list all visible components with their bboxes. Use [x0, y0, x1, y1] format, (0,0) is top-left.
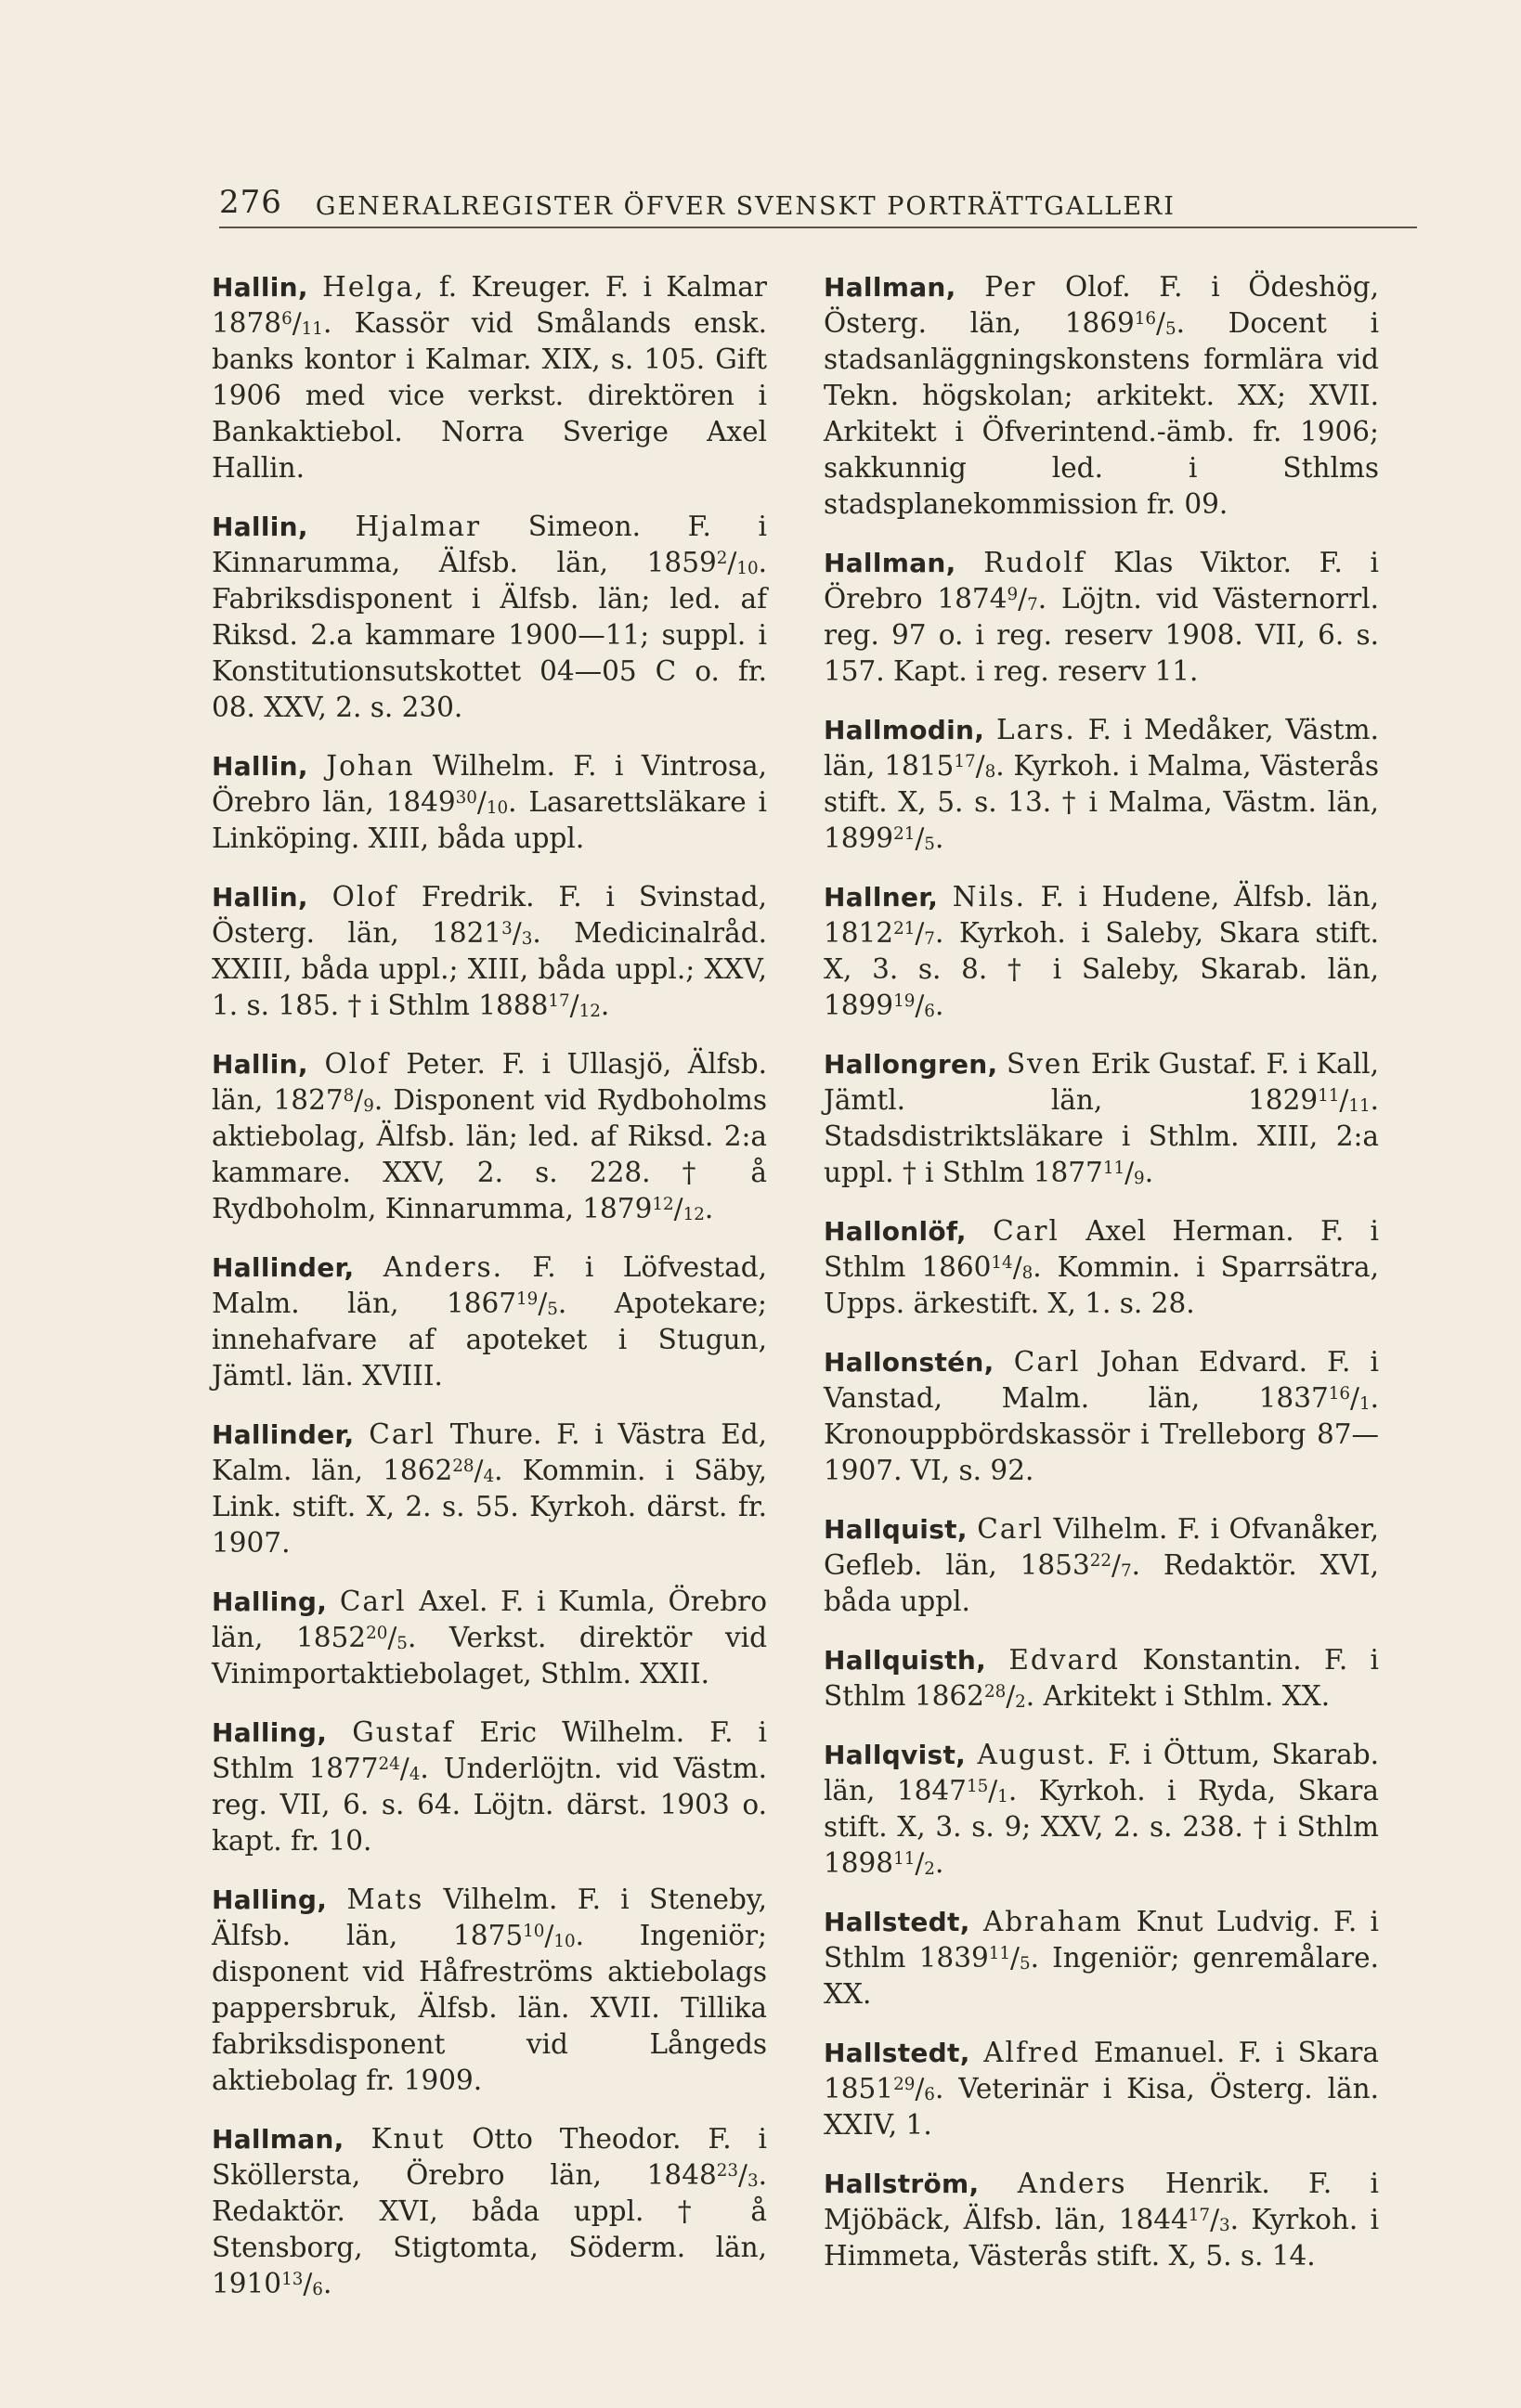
entry-surname: Hallin,: [212, 1049, 308, 1080]
date-day: 21: [893, 918, 916, 939]
entry-surname: Hallström,: [824, 2168, 980, 2199]
entry-rest: . Veterinär i Kisa, Österg. län. XXIV, 1.: [824, 2073, 1379, 2141]
date-day: 22: [1089, 1550, 1112, 1571]
entry-given-name: Carl: [993, 1215, 1060, 1247]
register-entry: Hallin, Hjalmar Simeon. F. i Kinnarumma, Älfsb. län, $1859^2/_{10}$. Fabriksdisponent i Älfsb. län; led. af Riksd. 2.a kammare 1900—11; suppl. i Konstitutionsutskottet 04—05 C o. fr. 08. XXV, 2. s. 230.: [212, 511, 767, 723]
date-day: 11: [1318, 1085, 1340, 1106]
date-day: 10: [523, 1921, 545, 1941]
date-month: 10: [486, 797, 509, 818]
date-month: 1: [997, 1786, 1008, 1806]
death-date-month: 12: [682, 1204, 705, 1224]
register-entry: Hallner, Nils. F. i Hudene, Älfsb. län, $1812^{21}/_7$. Kyrkoh. i Saleby, Skara stift. X, 3. s. 8. † i Saleby, Skarab. län, $1899^{19}/_6$.: [824, 881, 1379, 1021]
date-month: 11: [1348, 1095, 1371, 1116]
entry-surname: Hallquist,: [824, 1514, 968, 1545]
entry-text: Axel Herman. F. i Sthlm 1860: [824, 1215, 1379, 1283]
date-month: 11: [301, 318, 323, 339]
death-date-month: 12: [578, 1001, 601, 1021]
death-date-month: 6: [924, 1001, 935, 1021]
entry-given-name: Carl: [339, 1586, 407, 1617]
date-day: 8: [343, 1085, 355, 1106]
entry-given-name: Johan: [326, 750, 415, 782]
entry-rest: . Docent i stadsanläggningskonstens formlära vid Tekn. högskolan; arkitekt. XX; XVII. Arkitekt i Öfverintend.-ämb. fr. 1906; sakkunnig led. i Sthlms stadsplanekommission fr. 09.: [824, 307, 1379, 520]
entry-surname: Hallqvist,: [824, 1740, 967, 1770]
entry-given-name: Helga,: [322, 271, 425, 303]
entry-end: .: [322, 2268, 332, 2299]
entry-given-name: Gustaf: [352, 1716, 455, 1748]
date-month: 7: [1120, 1560, 1132, 1581]
entry-surname: Hallmodin,: [824, 715, 985, 745]
register-entry: Hallonstén, Carl Johan Edvard. F. i Vanstad, Malm. län, $1837^{16}/_1$. Kronouppbördskassör i Trelleborg 87—1907. VI, s. 92.: [824, 1346, 1379, 1486]
entry-rest: . Stadsdistriktsläkare i Sthlm. XIII, 2:a uppl. † i Sthlm 1877: [824, 1084, 1379, 1188]
register-entry: Halling, Mats Vilhelm. F. i Steneby, Älfsb. län, $1875^{10}/_{10}$. Ingeniör; disponent vid Håfreströms aktiebolags pappersbruk, Älfsb. län. XVII. Tillika fabriksdisponent vid Långeds aktiebolag fr. 1909.: [212, 1884, 767, 2096]
entry-surname: Halling,: [212, 1884, 328, 1915]
death-date-month: 2: [924, 1858, 935, 1879]
entry-text: F. i Hudene, Älfsb. län, 1812: [824, 881, 1379, 949]
entry-surname: Hallin,: [212, 272, 308, 303]
date-month: 1: [1358, 1393, 1371, 1414]
date-day: 19: [516, 1288, 539, 1309]
entry-given-name: Abraham: [982, 1906, 1124, 1937]
entry-rest: . Verkst. direktör vid Vinimportaktiebolaget, Sthlm. XXII.: [212, 1622, 767, 1689]
entry-text: F. i Medåker, Västm. län, 1815: [824, 714, 1379, 782]
entry-surname: Hallonstén,: [824, 1347, 994, 1378]
entry-end: .: [704, 1193, 714, 1224]
entry-text: Peter. F. i Ullasjö, Älfsb. län, 1827: [212, 1048, 767, 1116]
register-entry: Hallman, Per Olof. F. i Ödeshög, Österg. län, $1869^{16}/_5$. Docent i stadsanläggningskonstens formlära vid Tekn. högskolan; arkitekt. XX; XVII. Arkitekt i Öfverintend.-ämb. fr. 1906; sakkunnig led. i Sthlms stadsplanekommission fr. 09.: [824, 271, 1379, 520]
entry-surname: Hallquisth,: [824, 1645, 987, 1676]
date-month: 5: [547, 1299, 558, 1319]
entry-surname: Hallman,: [824, 272, 956, 303]
death-date-month: 9: [1134, 1168, 1145, 1188]
entry-given-name: Carl: [1013, 1346, 1081, 1378]
date-day: 17: [1188, 2205, 1211, 2225]
register-entry: Hallman, Knut Otto Theodor. F. i Sköllersta, Örebro län, $1848^{23}/_3$. Redaktör. XVI, båda uppl. † å Stensborg, Stigtomta, Söderm. län, $1910^{13}/_6$.: [212, 2123, 767, 2299]
entry-given-name: Alfred: [983, 2037, 1081, 2068]
page-header: [219, 182, 1417, 228]
entry-given-name: Rudolf: [983, 547, 1086, 578]
entry-rest: . Redaktör. XVI, båda uppl. † å Stensborg, Stigtomta, Söderm. län, 1910: [212, 2159, 767, 2299]
entry-rest: . Ingeniör; disponent vid Håfreströms aktiebolags pappersbruk, Älfsb. län. XVII. Tillika fabriksdisponent vid Långeds aktiebolag fr. 1909.: [212, 1920, 767, 2096]
entry-rest: . Kyrkoh. i Himmeta, Västerås stift. X, 5. s. 14.: [824, 2204, 1379, 2272]
date-month: 3: [1219, 2215, 1230, 2235]
entry-rest: . Kronouppbördskassör i Trelleborg 87—1907. VI, s. 92.: [824, 1382, 1379, 1486]
entry-text: Klas Viktor. F. i Örebro 1874: [824, 547, 1379, 615]
date-day: 2: [716, 548, 728, 568]
entry-rest: . Redaktör. XVI, båda uppl.: [824, 1549, 1379, 1617]
entry-text: Knut Ludvig. F. i Sthlm 1839: [824, 1906, 1379, 1974]
register-entry: Hallqvist, August. F. i Öttum, Skarab. län, $1847^{15}/_1$. Kyrkoh. i Ryda, Skara stift. X, 3. s. 9; XXV, 2. s. 238. † i Sthlm $1898^{11}/_2$.: [824, 1739, 1379, 1879]
date-month: 5: [1165, 318, 1176, 339]
date-day: 9: [1007, 584, 1019, 604]
entry-rest: . Ingeniör; genremålare. XX.: [824, 1942, 1379, 2010]
register-entry: Hallongren, Sven Erik Gustaf. F. i Kall, Jämtl. län, $1829^{11}/_{11}$. Stadsdistriktsläkare i Sthlm. XIII, 2:a uppl. † i Sthlm $1877^{11}/_9$.: [824, 1048, 1379, 1188]
right-column: [824, 269, 1379, 2297]
entry-surname: Hallongren,: [824, 1049, 998, 1080]
entry-end: .: [934, 1847, 944, 1879]
date-day: 6: [281, 308, 292, 329]
date-day: 29: [893, 2074, 916, 2094]
entry-rest: . Kyrkoh. i Ryda, Skara stift. X, 3. s. 9; XXV, 2. s. 238. † i Sthlm 1898: [824, 1775, 1379, 1879]
entry-surname: Hallinder,: [212, 1419, 355, 1450]
entry-surname: Hallonlöf,: [824, 1216, 967, 1247]
entry-given-name: Knut: [370, 2123, 446, 2155]
date-day: 16: [1134, 308, 1157, 329]
entry-surname: Hallstedt,: [824, 2038, 970, 2068]
entry-end: .: [1144, 1157, 1154, 1188]
entry-end: .: [934, 822, 944, 854]
entry-surname: Hallinder,: [212, 1252, 355, 1283]
date-day: 17: [954, 751, 976, 771]
date-month: 3: [747, 2170, 759, 2191]
date-month: 10: [553, 1931, 576, 1951]
entry-given-name: Anders.: [383, 1251, 504, 1283]
entry-rest: . Lasarettsläkare i Linköping. XIII, båda uppl.: [212, 786, 767, 854]
entry-surname: Hallin,: [212, 751, 308, 782]
entry-given-name: Olof: [332, 881, 397, 913]
date-month: 3: [521, 928, 533, 949]
entry-text: Erik Gustaf. F. i Kall, Jämtl. län, 1829: [824, 1048, 1379, 1116]
entry-given-name: Anders: [1017, 2168, 1127, 2199]
entry-surname: Hallstedt,: [824, 1907, 970, 1937]
register-entry: Halling, Carl Axel. F. i Kumla, Örebro län, $1852^{20}/_5$. Verkst. direktör vid Vinimportaktiebolaget, Sthlm. XXII.: [212, 1586, 767, 1689]
death-date-day: 11: [893, 1848, 916, 1869]
date-day: 3: [501, 918, 513, 939]
entry-rest: . Underlöjtn. vid Västm. reg. VII, 6. s. 64. Löjtn. därst. 1903 o. kapt. fr. 10.: [212, 1753, 767, 1857]
date-day: 23: [716, 2160, 739, 2181]
register-entry: Hallinder, Anders. F. i Löfvestad, Malm. län, $1867^{19}/_5$. Apotekare; innehafvare af apoteket i Stugun, Jämtl. län. XVIII.: [212, 1251, 767, 1392]
entry-rest: . Arkitekt i Sthlm. XX.: [1025, 1680, 1331, 1712]
death-date-day: 12: [652, 1194, 674, 1214]
entry-rest: . Apotekare; innehafvare af apoteket i Stugun, Jämtl. län. XVIII.: [212, 1288, 767, 1392]
entry-given-name: Mats: [346, 1884, 424, 1915]
entry-given-name: Lars.: [995, 714, 1076, 745]
entry-text: Otto Theodor. F. i Sköllersta, Örebro län, 1848: [212, 2123, 767, 2191]
entry-text: Simeon. F. i Kinnarumma, Älfsb. län, 1859: [212, 511, 767, 578]
entry-text: F. i Öttum, Skarab. län, 1847: [824, 1739, 1379, 1806]
entry-rest: . Kyrkoh. i Saleby, Skara stift. X, 3. s. 8. † i Saleby, Skarab. län, 1899: [824, 917, 1379, 1021]
register-entry: Hallquisth, Edvard Konstantin. F. i Sthlm $1862^{28}/_2$. Arkitekt i Sthlm. XX.: [824, 1644, 1379, 1712]
date-day: 16: [1328, 1383, 1351, 1404]
register-entry: Hallquist, Carl Vilhelm. F. i Ofvanåker, Gefleb. län, $1853^{22}/_7$. Redaktör. XVI, båda uppl.: [824, 1513, 1379, 1617]
entry-given-name: Hjalmar: [355, 511, 482, 542]
entry-text: f. Kreuger. F. i Kalmar 1878: [212, 271, 767, 339]
date-month: 6: [924, 2084, 935, 2104]
entry-given-name: Per: [984, 271, 1037, 303]
date-month: 10: [736, 558, 759, 578]
entry-rest: . Löjtn. vid Västernorrl. reg. 97 o. i reg. reserv 1908. VII, 6. s. 157. Kapt. i reg. reserv 11.: [824, 583, 1379, 687]
entry-rest: . Kommin. i Sparrsätra, Upps. ärkestift. X, 1. s. 28.: [824, 1251, 1379, 1319]
date-day: 14: [991, 1252, 1013, 1273]
date-month: 5: [396, 1633, 408, 1653]
date-month: 7: [1027, 594, 1038, 615]
entry-rest: . Kyrkoh. i Malma, Västerås stift. X, 5. s. 13. † i Malma, Västm. län, 1899: [824, 750, 1379, 854]
register-entry: Hallman, Rudolf Klas Viktor. F. i Örebro $1874^9/_7$. Löjtn. vid Västernorrl. reg. 97 o. i reg. reserv 1908. VII, 6. s. 157. Kapt. i reg. reserv 11.: [824, 547, 1379, 687]
entry-surname: Hallin,: [212, 511, 308, 542]
entry-end: .: [934, 990, 944, 1021]
death-date-day: 21: [893, 823, 916, 844]
entry-surname: Hallman,: [824, 548, 956, 578]
entry-surname: Hallin,: [212, 882, 308, 913]
entry-text: Fredrik. F. i Svinstad, Österg. län, 1821: [212, 881, 767, 949]
register-entry: Hallin, Olof Fredrik. F. i Svinstad, Österg. län, $1821^3/_3$. Medicinalråd. XXIII, båda uppl.; XIII, båda uppl.; XXV, 1. s. 185. † i Sthlm $1888^{17}/_{12}$.: [212, 881, 767, 1021]
date-day: 24: [378, 1754, 400, 1774]
entry-surname: Hallner,: [824, 882, 939, 913]
date-month: 8: [1021, 1262, 1034, 1283]
entry-text: Wilhelm. F. i Vintrosa, Örebro län, 1849: [212, 750, 767, 818]
death-date-day: 13: [281, 2269, 304, 2289]
date-day: 15: [966, 1776, 989, 1796]
entry-text: Konstantin. F. i Sthlm 1862: [824, 1644, 1379, 1712]
date-month: 4: [483, 1466, 495, 1486]
register-entry: Hallstedt, Alfred Emanuel. F. i Skara $1851^{29}/_6$. Veterinär i Kisa, Österg. län. XXIV, 1.: [824, 2037, 1379, 2141]
register-entry: Hallmodin, Lars. F. i Medåker, Västm. län, $1815^{17}/_8$. Kyrkoh. i Malma, Västerås stift. X, 5. s. 13. † i Malma, Västm. län, $1899^{21}/_5$.: [824, 714, 1379, 854]
death-date-month: 5: [924, 834, 935, 854]
register-entry: Hallin, Johan Wilhelm. F. i Vintrosa, Örebro län, $1849^{30}/_{10}$. Lasarettsläkare i Linköping. XIII, båda uppl.: [212, 750, 767, 854]
entry-text: Henrik. F. i Mjöbäck, Älfsb. län, 1844: [824, 2168, 1379, 2235]
entry-given-name: Carl: [977, 1513, 1044, 1545]
entry-text: F. i Löfvestad, Malm. län, 1867: [212, 1251, 767, 1319]
date-month: 4: [409, 1764, 421, 1784]
register-entry: Hallin, Olof Peter. F. i Ullasjö, Älfsb. län, $1827^8/_9$. Disponent vid Rydboholms aktiebolag, Älfsb. län; led. af Riksd. 2:a kammare. XXV, 2. s. 228. † å Rydboholm, Kinnarumma, $1879^{12}/_{12}$.: [212, 1048, 767, 1224]
entry-given-name: Nils.: [952, 881, 1026, 913]
death-date-day: 17: [548, 990, 570, 1011]
entry-surname: Halling,: [212, 1717, 328, 1748]
register-entry: Halling, Gustaf Eric Wilhelm. F. i Sthlm $1877^{24}/_4$. Underlöjtn. vid Västm. reg. VII, 6. s. 64. Löjtn. därst. 1903 o. kapt. fr. 10.: [212, 1716, 767, 1857]
date-month: 7: [924, 928, 935, 949]
register-entry: Hallin, Helga, f. Kreuger. F. i Kalmar $1878^6/_{11}$. Kassör vid Smålands ensk. banks kontor i Kalmar. XIX, s. 105. Gift 1906 med vice verkst. direktören i Bankaktiebol. Norra Sverige Axel Hallin.: [212, 271, 767, 484]
page-number: 276: [219, 184, 282, 221]
entry-text: Johan Edvard. F. i Vanstad, Malm. län, 1837: [824, 1346, 1379, 1414]
death-date-day: 11: [1102, 1158, 1125, 1178]
date-day: 28: [452, 1456, 474, 1476]
date-day: 28: [983, 1681, 1007, 1702]
date-month: 9: [363, 1095, 374, 1116]
left-column: [212, 269, 767, 2324]
entry-given-name: Sven: [1006, 1048, 1083, 1080]
entry-given-name: Olof: [324, 1048, 390, 1080]
entry-text: Axel. F. i Kumla, Örebro län, 1852: [212, 1586, 767, 1653]
date-month: 8: [984, 761, 996, 782]
entry-rest: . Disponent vid Rydboholms aktiebolag, Älfsb. län; led. af Riksd. 2:a kammare. XXV, 2. s. 228. † å Rydboholm, Kinnarumma, 1879: [212, 1084, 767, 1224]
register-entry: Hallinder, Carl Thure. F. i Västra Ed, Kalm. län, $1862^{28}/_4$. Kommin. i Säby, Link. stift. X, 2. s. 55. Kyrkoh. därst. fr. 1907.: [212, 1418, 767, 1559]
entry-end: .: [600, 990, 610, 1021]
register-entry: Hallström, Anders Henrik. F. i Mjöbäck, Älfsb. län, $1844^{17}/_3$. Kyrkoh. i Himmeta, Västerås stift. X, 5. s. 14.: [824, 2168, 1379, 2272]
entry-given-name: August.: [977, 1739, 1098, 1770]
entry-rest: . Medicinalråd. XXIII, båda uppl.; XIII, båda uppl.; XXV, 1. s. 185. † i Sthlm 1888: [212, 917, 767, 1021]
register-entry: Hallonlöf, Carl Axel Herman. F. i Sthlm $1860^{14}/_8$. Kommin. i Sparrsätra, Upps. ärkestift. X, 1. s. 28.: [824, 1215, 1379, 1319]
entry-text: Vilhelm. F. i Ofvanåker, Gefleb. län, 1853: [824, 1513, 1379, 1581]
entry-rest: . Kassör vid Smålands ensk. banks kontor i Kalmar. XIX, s. 105. Gift 1906 med vice verkst. direktören i Bankaktiebol. Norra Sverige Axel Hallin.: [212, 307, 767, 484]
entry-text: Vilhelm. F. i Steneby, Älfsb. län, 1875: [212, 1884, 767, 1951]
date-day: 30: [455, 787, 477, 808]
date-month: 2: [1015, 1691, 1026, 1712]
entry-text: Olof. F. i Ödeshög, Österg. län, 1869: [824, 271, 1379, 339]
entry-given-name: Edvard: [1008, 1644, 1121, 1676]
date-month: 5: [1019, 1953, 1031, 1974]
date-day: 11: [988, 1943, 1010, 1963]
death-date-month: 6: [312, 2279, 323, 2299]
entry-rest: . Kommin. i Säby, Link. stift. X, 2. s. 55. Kyrkoh. därst. fr. 1907.: [212, 1455, 767, 1559]
entry-text: Thure. F. i Västra Ed, Kalm. län, 1862: [212, 1418, 767, 1486]
register-entry: Hallstedt, Abraham Knut Ludvig. F. i Sthlm $1839^{11}/_5$. Ingeniör; genremålare. XX.: [824, 1906, 1379, 2010]
entry-surname: Halling,: [212, 1586, 328, 1617]
entry-given-name: Carl: [369, 1418, 436, 1450]
entry-text: Eric Wilhelm. F. i Sthlm 1877: [212, 1716, 767, 1784]
entry-rest: . Fabriksdisponent i Älfsb. län; led. af Riksd. 2.a kammare 1900—11; suppl. i Konstitutionsutskottet 04—05 C o. fr. 08. XXV, 2. s. 230.: [212, 547, 767, 723]
death-date-day: 19: [893, 990, 916, 1011]
running-title: GENERALREGISTER ÖFVER SVENSKT PORTRÄTTGALLERI: [315, 192, 1176, 221]
entry-surname: Hallman,: [212, 2124, 344, 2155]
entry-text: Emanuel. F. i Skara 1851: [824, 2037, 1379, 2104]
date-day: 20: [366, 1623, 388, 1643]
